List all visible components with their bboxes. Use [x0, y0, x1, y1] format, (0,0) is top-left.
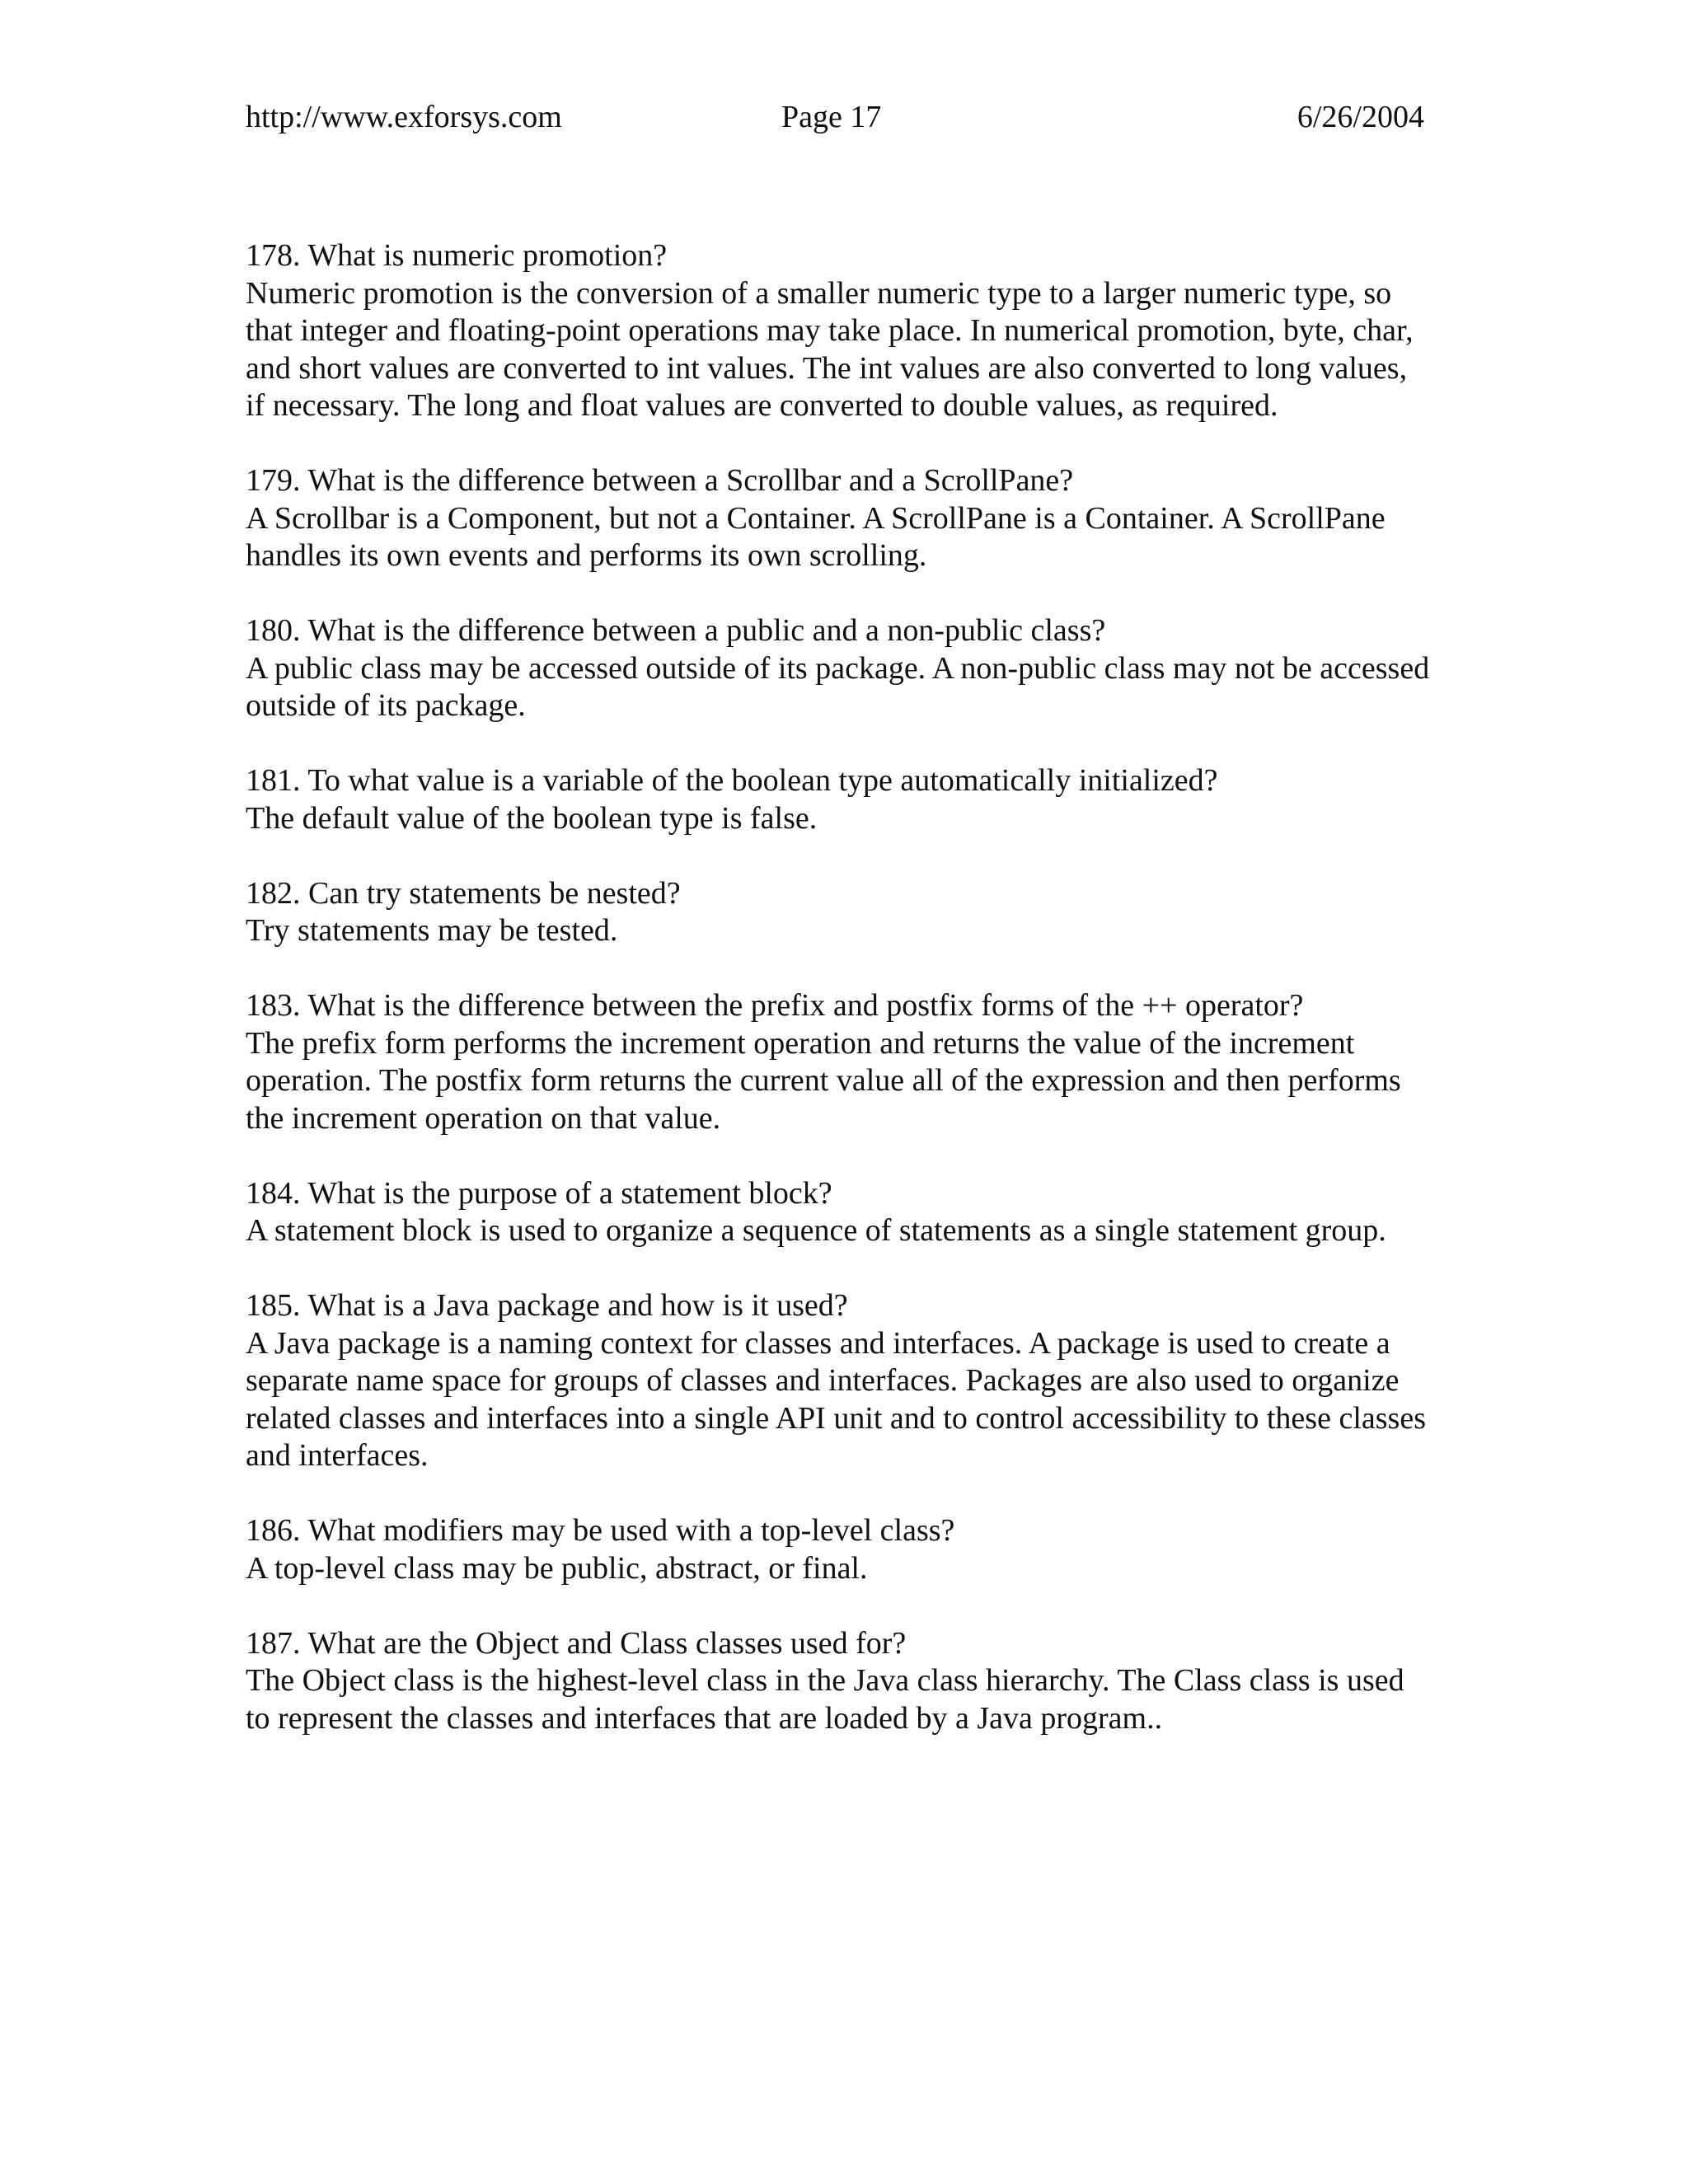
- question: 179. What is the difference between a Scrollbar and a ScrollPane?: [246, 463, 1074, 498]
- question: 182. Can try statements be nested?: [246, 875, 681, 911]
- header-date: 6/26/2004: [1296, 100, 1424, 134]
- qa-list: [246, 237, 1432, 1775]
- question: 183. What is the difference between the prefix and postfix forms of the ++ operator?: [246, 988, 1304, 1023]
- answer: The default value of the boolean type is false.: [246, 800, 818, 836]
- question: 181. To what value is a variable of the boolean type automatically initialized?: [246, 763, 1218, 798]
- qa-item: [246, 612, 1432, 725]
- question: 180. What is the difference between a public and a non-public class?: [246, 613, 1106, 648]
- qa-item: [246, 875, 1432, 950]
- header-page-number: Page 17: [781, 100, 882, 134]
- qa-item: [246, 1175, 1432, 1250]
- qa-item: [246, 1287, 1432, 1475]
- question: 185. What is a Java package and how is it used?: [246, 1288, 848, 1323]
- question: 178. What is numeric promotion?: [246, 238, 668, 273]
- answer: The Object class is the highest-level class in the Java class hierarchy. The Class class is used to represent the classes and interfaces that are loaded by a Java program..: [246, 1663, 1404, 1736]
- answer: A Scrollbar is a Component, but not a Container. A ScrollPane is a Container. A ScrollPane handles its own events and performs its own scrolling.: [246, 500, 1386, 573]
- header-url: http://www.exforsys.com: [246, 100, 562, 134]
- question: 186. What modifiers may be used with a top-level class?: [246, 1513, 955, 1548]
- qa-item: [246, 762, 1432, 837]
- page-header: [246, 96, 1424, 138]
- answer: A public class may be accessed outside of its package. A non-public class may not be accessed outside of its package.: [246, 650, 1430, 723]
- answer: Try statements may be tested.: [246, 913, 618, 948]
- qa-item: [246, 237, 1432, 425]
- answer: The prefix form performs the increment operation and returns the value of the increment operation. The postfix form returns the current value all of the expression and then performs the increment operation on that value.: [246, 1025, 1401, 1136]
- qa-item: [246, 1625, 1432, 1738]
- answer: A statement block is used to organize a sequence of statements as a single statement group.: [246, 1213, 1386, 1248]
- question: 184. What is the purpose of a statement block?: [246, 1175, 832, 1211]
- qa-item: [246, 1512, 1432, 1587]
- answer: A Java package is a naming context for classes and interfaces. A package is used to create a separate name space for groups of classes and interfaces. Packages are also used to organize related classes and interfaces into a single API unit and to control accessibility to these classes and interfaces.: [246, 1325, 1426, 1473]
- qa-item: [246, 987, 1432, 1137]
- qa-item: [246, 462, 1432, 575]
- answer: Numeric promotion is the conversion of a smaller numeric type to a larger numeric type, so that integer and floating-point operations may take place. In numerical promotion, byte, char, and short values are converted to int values. The int values are also converted to long values, if necessary. The long and float values are converted to double values, as required.: [246, 275, 1414, 423]
- answer: A top-level class may be public, abstract, or final.: [246, 1550, 868, 1586]
- question: 187. What are the Object and Class classes used for?: [246, 1625, 907, 1661]
